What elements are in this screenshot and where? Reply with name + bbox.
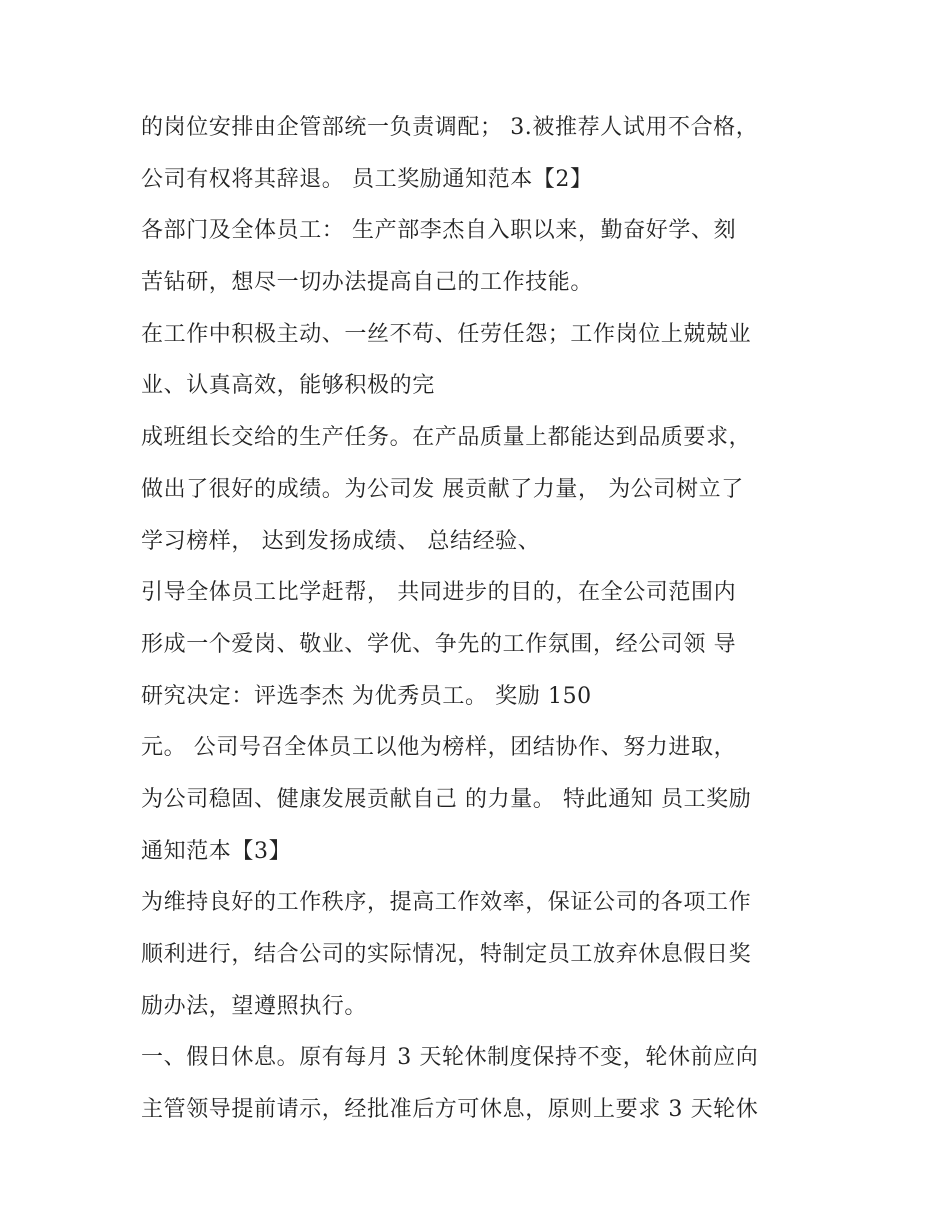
text-line: 苦钻研，想尽一切办法提高自己的工作技能。 [141,270,594,296]
text-line: 做出了很好的成绩。为公司发 展贡献了力量， 为公司树立了 [141,476,744,502]
text-line: 各部门及全体员工： 生产部李杰自入职以来，勤奋好学、刻 [141,218,737,244]
text-line: 一、假日休息。原有每月 3 天轮休制度保持不变，轮休前应向 [141,1045,759,1071]
text-line: 公司有权将其辞退。 员工奖励通知范本【2】 [141,166,593,192]
text-line: 研究决定：评选李杰 为优秀员工。 奖励 150 [141,683,592,709]
document-body [141,108,821,1142]
text-line: 通知范本【3】 [141,838,292,864]
text-line: 业、认真高效，能够积极的完 [141,373,435,399]
text-line: 学习榜样， 达到发扬成绩、 总结经验、 [141,528,541,554]
text-line: 在工作中积极主动、一丝不苟、任劳任怨；工作岗位上兢兢业 [141,321,752,347]
text-line: 形成一个爱岗、敬业、学优、争先的工作氛围，经公司领 导 [141,631,737,657]
text-line: 成班组长交给的生产任务。在产品质量上都能达到品质要求， [141,425,752,451]
text-line: 为维持良好的工作秩序，提高工作效率，保证公司的各项工作 [141,890,752,916]
text-line: 主管领导提前请示，经批准后方可休息，原则上要求 3 天轮休 [141,1097,759,1123]
text-line: 的岗位安排由企管部统一负责调配； 3.被推荐人试用不合格， [141,115,759,140]
text-line: 元。 公司号召全体员工以他为榜样，团结协作、努力进取， [141,735,737,761]
text-line: 励办法，望遵照执行。 [141,993,368,1019]
text-line: 顺利进行，结合公司的实际情况，特制定员工放弃休息假日奖 [141,942,752,967]
text-line: 为公司稳固、健康发展贡献自己 的力量。 特此通知 员工奖励 [141,786,752,812]
text-line: 引导全体员工比学赶帮， 共同进步的目的，在全公司范围内 [141,580,737,606]
